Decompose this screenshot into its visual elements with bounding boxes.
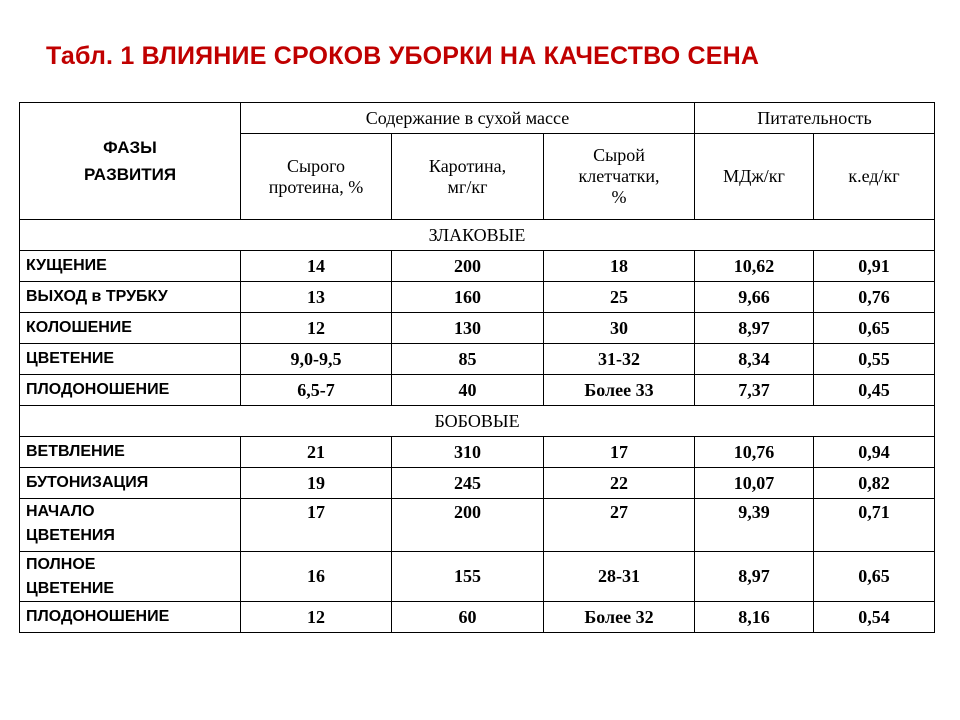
phase-cell: КОЛОШЕНИЕ	[20, 313, 241, 344]
phase-line-1: НАЧАЛО	[26, 503, 95, 520]
table-row	[20, 468, 935, 499]
protein-cell: 9,0-9,5	[241, 344, 392, 375]
mj-cell: 8,34	[695, 344, 814, 375]
table-row	[20, 437, 935, 468]
phase-cell: КУЩЕНИЕ	[20, 251, 241, 282]
table-row	[20, 552, 935, 602]
phase-cell	[20, 499, 241, 552]
feed-units-cell: 0,91	[814, 251, 935, 282]
feed-units-cell: 0,76	[814, 282, 935, 313]
protein-cell: 13	[241, 282, 392, 313]
phase-line-2: ЦВЕТЕНИЯ	[26, 527, 115, 544]
fiber-cell: 25	[544, 282, 695, 313]
protein-cell: 14	[241, 251, 392, 282]
protein-cell: 12	[241, 602, 392, 633]
mj-cell: 8,16	[695, 602, 814, 633]
group-row	[20, 220, 935, 251]
fiber-cell: 31-32	[544, 344, 695, 375]
table-row	[20, 602, 935, 633]
carotene-cell: 200	[392, 251, 544, 282]
fiber-cell: Более 32	[544, 602, 695, 633]
protein-cell: 6,5-7	[241, 375, 392, 406]
mj-cell: 10,76	[695, 437, 814, 468]
column-header-carotene	[392, 134, 544, 220]
carotene-cell: 310	[392, 437, 544, 468]
phase-cell: ЦВЕТЕНИЕ	[20, 344, 241, 375]
phase-header-line-1: ФАЗЫ	[103, 138, 157, 157]
carotene-cell: 85	[392, 344, 544, 375]
protein-cell: 16	[241, 552, 392, 602]
phase-line-1: ПОЛНОЕ	[26, 555, 96, 573]
column-group-nutrition: Питательность	[695, 103, 935, 134]
column-group-dry-mass: Содержание в сухой массе	[241, 103, 695, 134]
fiber-cell: 17	[544, 437, 695, 468]
feed-units-cell: 0,55	[814, 344, 935, 375]
protein-cell: 17	[241, 499, 392, 552]
table-row	[20, 375, 935, 406]
fiber-header-line-1: Сырой	[593, 145, 645, 165]
mj-cell: 8,97	[695, 313, 814, 344]
feed-units-cell: 0,45	[814, 375, 935, 406]
fiber-cell: 28-31	[544, 552, 695, 602]
table-row	[20, 251, 935, 282]
carotene-cell: 60	[392, 602, 544, 633]
carotene-cell: 245	[392, 468, 544, 499]
phase-header-line-2: РАЗВИТИЯ	[83, 165, 177, 184]
protein-header-line-2: протеина, %	[268, 176, 364, 197]
protein-cell: 21	[241, 437, 392, 468]
feed-units-cell: 0,82	[814, 468, 935, 499]
column-header-mj: МДж/кг	[695, 134, 814, 220]
fiber-cell: Более 33	[544, 375, 695, 406]
column-header-phase	[20, 103, 241, 220]
carotene-header-line-1: Каротина,	[428, 155, 507, 176]
carotene-cell: 155	[392, 552, 544, 602]
table-row	[20, 313, 935, 344]
mj-cell: 9,39	[695, 499, 814, 552]
column-header-protein	[241, 134, 392, 220]
protein-cell: 12	[241, 313, 392, 344]
column-header-feed-units: к.ед/кг	[814, 134, 935, 220]
phase-cell: ВЕТВЛЕНИЕ	[20, 437, 241, 468]
group-row	[20, 406, 935, 437]
mj-cell: 7,37	[695, 375, 814, 406]
fiber-header-line-3: %	[611, 187, 627, 207]
carotene-cell: 40	[392, 375, 544, 406]
group-name: ЗЛАКОВЫЕ	[20, 220, 935, 251]
table-row	[20, 344, 935, 375]
mj-cell: 10,07	[695, 468, 814, 499]
fiber-cell: 18	[544, 251, 695, 282]
phase-cell	[20, 552, 241, 602]
carotene-cell: 200	[392, 499, 544, 552]
mj-cell: 8,97	[695, 552, 814, 602]
phase-cell: ПЛОДОНОШЕНИЕ	[20, 375, 241, 406]
column-header-fiber	[544, 134, 695, 220]
fiber-cell: 22	[544, 468, 695, 499]
phase-line-2: ЦВЕТЕНИЕ	[26, 579, 115, 597]
hay-quality-table	[19, 102, 935, 633]
carotene-header-line-2: мг/кг	[447, 176, 488, 197]
header-row-1	[20, 103, 935, 134]
phase-cell: ПЛОДОНОШЕНИЕ	[20, 602, 241, 633]
table-row	[20, 282, 935, 313]
fiber-cell: 27	[544, 499, 695, 552]
feed-units-cell: 0,65	[814, 313, 935, 344]
protein-cell: 19	[241, 468, 392, 499]
feed-units-cell: 0,94	[814, 437, 935, 468]
carotene-cell: 130	[392, 313, 544, 344]
phase-cell: БУТОНИЗАЦИЯ	[20, 468, 241, 499]
mj-cell: 9,66	[695, 282, 814, 313]
protein-header-line-1: Сырого	[286, 155, 346, 176]
feed-units-cell: 0,65	[814, 552, 935, 602]
feed-units-cell: 0,71	[814, 499, 935, 552]
page-title: Табл. 1 ВЛИЯНИЕ СРОКОВ УБОРКИ НА КАЧЕСТВО СЕНА	[46, 42, 760, 70]
table-row	[20, 499, 935, 552]
group-name: БОБОВЫЕ	[20, 406, 935, 437]
carotene-cell: 160	[392, 282, 544, 313]
mj-cell: 10,62	[695, 251, 814, 282]
phase-cell: ВЫХОД в ТРУБКУ	[20, 282, 241, 313]
fiber-cell: 30	[544, 313, 695, 344]
fiber-header-line-2: клетчатки,	[578, 166, 660, 186]
feed-units-cell: 0,54	[814, 602, 935, 633]
